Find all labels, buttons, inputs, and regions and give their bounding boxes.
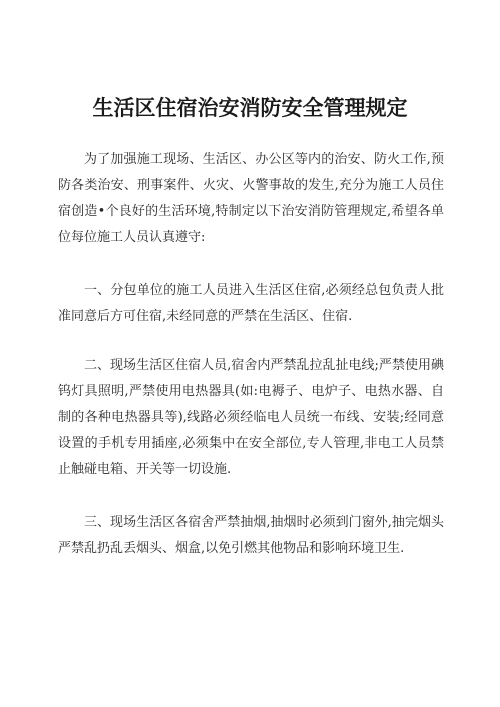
rule-paragraph-2: 二、现场生活区住宿人员,宿舍内严禁乱拉乱扯电线;严禁使用碘钨灯具照明,严禁使用电热器具(如:电褥子、电炉子、电热水器、自制的各种电热器具等),线路必须经临电人员统一布线、安装;经同意设置的手机专用插座,必须集中在安全部位,专人管理,非电工人员禁止触碰电箱、开关等一切设施.: [58, 358, 444, 477]
rule-paragraph-3: 三、现场生活区各宿舍严禁抽烟,抽烟时必须到门窗外,抽完烟头严禁乱扔乱丢烟头、烟盒,以免引燃其他物品和影响环境卫生.: [58, 515, 444, 556]
document-title: 生活区住宿治安消防安全管理规定: [92, 96, 408, 120]
intro-paragraph: 为了加强施工现场、生活区、办公区等内的治安、防火工作,预防各类治安、刑事案件、火灾、火警事故的发生,充分为施工人员住宿创造•个良好的生活环境,特制定以下治安消防管理规定,希望各单位每位施工人员认真遵守:: [58, 152, 444, 245]
rule-paragraph-1: 一、分包单位的施工人员进入生活区住宿,必须经总包负责人批准同意后方可住宿,未经同意的严禁在生活区、住宿.: [58, 283, 444, 324]
